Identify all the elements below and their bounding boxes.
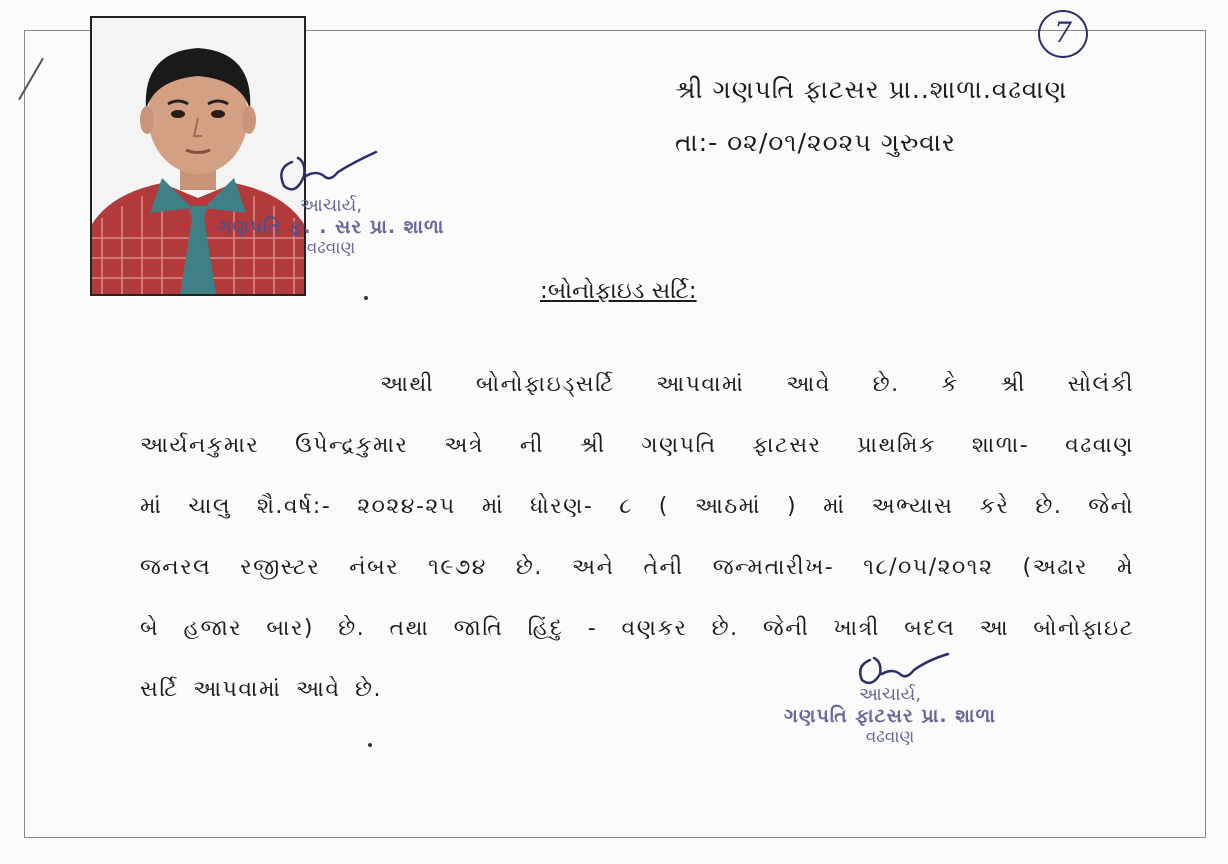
school-stamp-top bbox=[186, 195, 476, 258]
stamp-city: વઢવાણ bbox=[865, 727, 915, 747]
certificate-body bbox=[140, 354, 1134, 720]
body-line: બે હજાર બાર) છે. તથા જાતિ હિંદુ - વણકર છે. જેની ખાત્રી બદલ આ બોનોફાઇટ bbox=[140, 616, 1134, 641]
body-line: જનરલ રજીસ્ટર નંબર ૧૯૭૪ છે. અને તેની જન્મતારીખ- ૧૮/૦૫/૨૦૧૨ (અઢાર મે bbox=[140, 555, 1134, 580]
body-line: માં ચાલુ શૈ.વર્ષ:- ૨૦૨૪-૨૫ માં ધોરણ- ૮ ( આઠમાં ) માં અભ્યાસ કરે છે. જેનો bbox=[140, 494, 1134, 519]
principal-signature-top bbox=[272, 142, 382, 202]
stamp-title: આચાર્ય, bbox=[858, 684, 922, 705]
page-number: 7 bbox=[1038, 10, 1088, 58]
stamp-school: ગણપતિ ફાટસર પ્રા. શાળા bbox=[784, 705, 996, 727]
body-line: સર્ટિ આપવામાં આવે છે. bbox=[140, 677, 383, 702]
stamp-city: વઢવાણ bbox=[306, 238, 356, 258]
school-name-line: શ્રી ગણપતિ ફાટસર પ્રા..શાળા.વઢવાણ bbox=[675, 75, 1068, 104]
body-line: આર્યનકુમાર ઉપેન્દ્રકુમાર અત્રે ની શ્રી ગણપતિ ફાટસર પ્રાથમિક શાળા- વઢવાણ bbox=[140, 433, 1134, 458]
scan-speck bbox=[364, 296, 368, 300]
date-line: તા:- ૦૨/૦૧/૨૦૨૫ ગુરુવાર bbox=[675, 128, 956, 157]
stamp-title: આચાર્ય, bbox=[299, 195, 363, 216]
scan-speck bbox=[368, 743, 372, 747]
body-line: આથી બોનોફાઇડ્સર્ટિ આપવામાં આવે છે. કે શ્રી સોલંકી bbox=[380, 372, 1134, 397]
school-stamp-bottom bbox=[748, 684, 1032, 747]
stamp-school: ગણપતિ ફ. . સર પ્રા. શાળા bbox=[217, 216, 445, 238]
certificate-title: :બોનોફાઇડ સર્ટિ: bbox=[540, 278, 697, 304]
